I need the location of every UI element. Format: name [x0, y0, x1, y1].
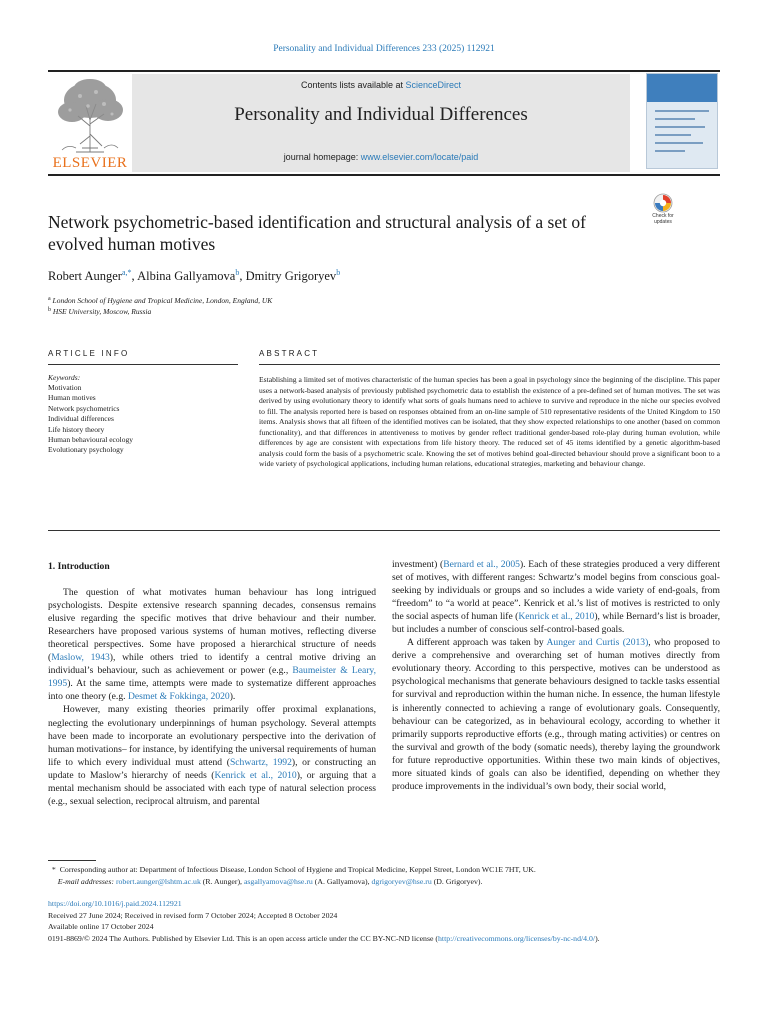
- citation-link[interactable]: Desmet & Fokkinga, 2020: [127, 691, 230, 703]
- body-text: ), while Bernard’s list is broader, but includes a number of conscious self-control-based goals.: [392, 611, 720, 636]
- elsevier-tree-icon: [52, 76, 128, 154]
- body-paragraph: [392, 636, 720, 793]
- crossmark-icon: [646, 193, 680, 213]
- keyword: Human motives: [48, 393, 96, 403]
- check-for-updates-badge[interactable]: [646, 193, 680, 231]
- doi-link[interactable]: https://doi.org/10.1016/j.paid.2024.112921: [48, 899, 182, 908]
- email-owner: (R. Aunger),: [200, 877, 244, 886]
- citation-link[interactable]: Kenrick et al., 2010: [518, 611, 595, 623]
- cover-text-line: [655, 134, 691, 136]
- available-online-date: Available online 17 October 2024: [48, 922, 154, 931]
- homepage-prefix: journal homepage:: [283, 152, 361, 162]
- body-text: , who proposed to derive a comprehensive and overarching set of human motives directly from evolutionary theory. According to this perspective, motives can be understood as psychological mechanisms that generate behaviours designed to tackle tasks essential for survival and reproduction within the human niche. In essence, the human lifestyle is inherently connected to achieving a range of evolutionary goals. Consequently, behaviour can be categorized, as in behavioural ecology, according to whether it primarily supports reproductive efforts (e.g., through mating activities) or centres on the survival and growth of the body (somatic needs), thereby laying the groundwork for future reproductive opportunities. Within these two main kinds of objectives, more situated kinds of goals can also be identified, depending on whether they produce improvements in the individual’s own body, their social world,: [392, 637, 721, 792]
- elsevier-wordmark: ELSEVIER: [52, 155, 128, 171]
- footnote-mark: *: [51, 865, 56, 874]
- keywords-label: Keywords:: [48, 373, 81, 382]
- body-text: The question of what motivates human behaviour has long intrigued psychologists. Despite extensive research spanning decades, consensus remains elusive regarding the specific motives that drive behaviour and their number. Researchers have proposed various systems of human motives, reflecting diverse theoretical perspectives. Some have proposed a hierarchical structure of needs (: [48, 587, 376, 664]
- author-affiliation-mark[interactable]: b: [336, 268, 341, 277]
- author-separator: ,: [131, 269, 138, 283]
- contents-prefix: Contents lists available at: [300, 80, 406, 90]
- badge-line-2: updates: [654, 219, 672, 225]
- body-text: ). Each of these strategies produced a very different set of motives, with different ranges: Schwartz’s model begins from conscious goal-seeking by individuals or groups and so includes a wide variety of end-goals, from “freedom” to “a world at peace”. Kenrick et al.’s list of motives is restricted to only the social aspects of human life (: [392, 559, 720, 623]
- doi-line: [48, 899, 720, 910]
- citation-link[interactable]: Aunger and Curtis (2013): [546, 637, 649, 649]
- affiliation-mark: b: [48, 307, 51, 313]
- email-owner: (D. Grigoryev).: [431, 877, 483, 886]
- citation-link[interactable]: Baumeister & Leary, 1995: [48, 665, 376, 690]
- cover-text-line: [655, 142, 703, 144]
- abstract-rule: [259, 364, 720, 365]
- masthead-top-rule: [48, 70, 720, 72]
- body-paragraph: [48, 586, 376, 703]
- contents-lists-line: [132, 80, 630, 90]
- email-link[interactable]: dgrigoryev@hse.ru: [371, 877, 432, 886]
- footnote-rule: [48, 860, 96, 861]
- body-text: ). At the same time, attempts were made to systematize different approaches into one theory (e.g.: [48, 678, 376, 703]
- keyword: Network psychometrics: [48, 403, 120, 413]
- citation-link[interactable]: Schwartz, 1992: [229, 756, 292, 768]
- cover-text-line: [655, 126, 705, 128]
- license-text: 0191-8869/© 2024 The Authors. Published by Elsevier Ltd. This is an open access article under the CC BY-NC-ND license (: [48, 934, 438, 943]
- abstract-bottom-rule: [48, 530, 720, 531]
- keyword: Evolutionary psychology: [48, 445, 124, 455]
- cover-title-band: [647, 74, 717, 102]
- affiliation-text: London School of Hygiene and Tropical Medicine, London, England, UK: [52, 296, 273, 305]
- journal-homepage-line: [132, 152, 630, 162]
- license-statement: [48, 934, 720, 945]
- journal-cover-thumbnail[interactable]: [646, 73, 718, 169]
- body-paragraph: [48, 703, 376, 807]
- author-name[interactable]: Robert Aunger: [48, 269, 122, 283]
- journal-reference[interactable]: Personality and Individual Differences 233 (2025) 112921: [273, 44, 495, 54]
- citation-link[interactable]: Bernard et al., 2005: [443, 559, 520, 570]
- body-right-column: [392, 558, 720, 793]
- keyword: Individual differences: [48, 414, 114, 424]
- body-text: ), while others tried to identify a central motive driving an individual’s behaviour, such as achievement or power (e.g.,: [48, 652, 376, 677]
- keyword: Life history theory: [48, 424, 105, 434]
- keywords-list: [48, 383, 238, 456]
- body-paragraph: [392, 558, 720, 636]
- author-name[interactable]: Albina Gallyamova: [137, 269, 236, 283]
- body-text: ), or arguing that a mental mechanism should be associated with each type of natural selection process (e.g., sexual selection, reciprocal altruism, and parental: [48, 769, 376, 807]
- abstract-heading: ABSTRACT: [259, 349, 320, 358]
- email-link[interactable]: asgallyamova@hse.ru: [243, 877, 313, 886]
- cover-text-line: [655, 118, 695, 120]
- citation-link[interactable]: Maslow, 1943: [51, 652, 110, 664]
- affiliation-mark: a: [48, 296, 51, 302]
- section-heading-introduction: 1. Introduction: [48, 561, 110, 572]
- email-owner: (A. Gallyamova),: [312, 877, 372, 886]
- journal-homepage-link[interactable]: www.elsevier.com/locate/paid: [360, 152, 479, 162]
- affiliation-b: [48, 307, 151, 316]
- email-addresses-note: [48, 877, 720, 888]
- author-separator: ,: [239, 269, 246, 283]
- body-text: ), or constructing an update to Maslow’s hierarchy of needs (: [48, 756, 377, 781]
- abstract-text: Establishing a limited set of motives characteristic of the human species has been a goal in psychology since the beginning of the discipline. This paper uses a network-based analysis of previously published psychometric data to establish the existence of a pre-defined set of human motives. The set was derived by using evolutionary theory to identify what sorts of goals humans need to achieve to survive and reproduce in the niche our species evolved to fill. The analysis reported here is based on responses obtained from an on-line sample of 510 representative residents of the United Kingdom to 150 items. Analysis shows that all fifteen of the identified motives can be isolated, that they show expected relationships to one another (based on common functionality), and that differences in attentiveness to motives by gender reflect traditional gender-based role-play during human evolution, while differences by age are consistent with expectations from life history theory. The reduced set of 45 items identified by a genetic algorithm-based analysis could form the basis of a psychometric scale. Knowing the set of motives behind goal-directed behaviour should prove a significant boon to a wide variety of psychological applications, including human relations, educational strategies, marketing and behaviour change.: [259, 375, 720, 469]
- body-text: ).: [229, 691, 236, 703]
- body-text: A different approach was taken by: [407, 637, 547, 649]
- sciencedirect-link[interactable]: ScienceDirect: [405, 80, 462, 90]
- journal-masthead: [48, 70, 720, 176]
- masthead-center-panel: [132, 74, 630, 172]
- email-link[interactable]: robert.aunger@lshtm.ac.uk: [115, 877, 201, 886]
- citation-link[interactable]: Kenrick et al., 2010: [214, 769, 297, 781]
- author-affiliation-mark[interactable]: b: [235, 268, 240, 277]
- article-info-heading: ARTICLE INFO: [48, 349, 130, 358]
- keyword: Human behavioural ecology: [48, 435, 133, 445]
- body-left-column: [48, 560, 376, 808]
- cover-text-line: [655, 110, 709, 112]
- corresponding-author-text: Corresponding author at: Department of Infectious Disease, London School of Hygiene and Tropical Medicine, Keppel Street, London WC1E 7HT, UK.: [59, 865, 536, 874]
- keyword: Motivation: [48, 383, 82, 392]
- body-text: However, many existing theories primarily offer proximal explanations, neglecting the evolutionary underpinnings of human psychology. Several attempts have been made to incorporate an evolutionary perspective into the derivation of human motivations– for instance, by identifying the universal requirements of human life to which every individual must attend (: [48, 704, 376, 768]
- elsevier-logo[interactable]: [48, 76, 132, 172]
- license-text-end: ).: [595, 934, 600, 943]
- affiliation-text: HSE University, Moscow, Russia: [52, 307, 152, 316]
- corresponding-author-note: [48, 865, 720, 876]
- journal-title: Personality and Individual Differences: [234, 104, 528, 125]
- check-for-updates-label: [646, 213, 680, 225]
- author-affiliation-mark[interactable]: a,*: [121, 268, 132, 277]
- badge-line-1: Check for: [652, 213, 674, 219]
- email-label: E-mail addresses:: [57, 877, 114, 886]
- affiliation-a: [48, 296, 272, 305]
- article-title: Network psychometric-based identification and structural analysis of a set of evolved human motives: [48, 212, 586, 254]
- license-link[interactable]: http://creativecommons.org/licenses/by-nc-nd/4.0/: [438, 934, 596, 943]
- cover-text-line: [655, 150, 685, 152]
- article-info-rule: [48, 364, 238, 365]
- author-name[interactable]: Dmitry Grigoryev: [245, 269, 337, 283]
- masthead-bottom-rule: [48, 174, 720, 176]
- body-text: investment) (: [392, 559, 444, 570]
- received-dates: Received 27 June 2024; Received in revised form 7 October 2024; Accepted 8 October 2024: [48, 911, 338, 920]
- author-list: [48, 268, 648, 284]
